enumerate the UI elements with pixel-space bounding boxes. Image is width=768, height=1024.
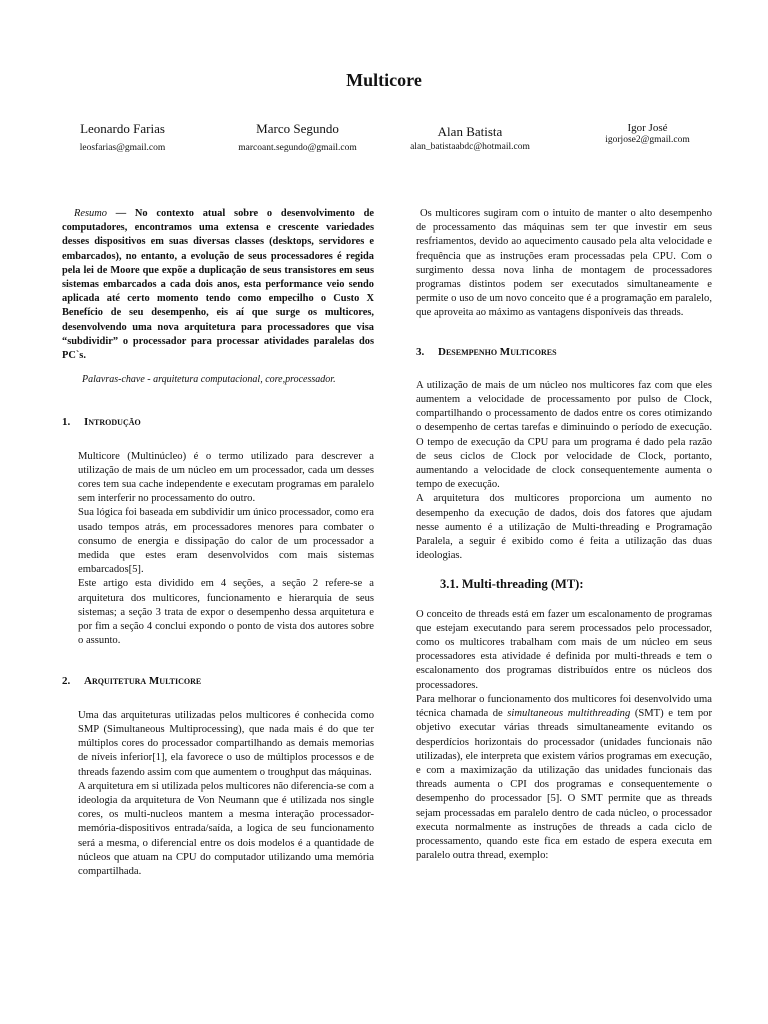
paragraph: Sua lógica foi baseada em subdividir um único processador, como era usado tempos atrás, em processadores menores para combater o consumo de energia e dissipação do calor de um processador a medida que estes eram desenvolvidos com mais sistemas embarcados[5].	[78, 507, 374, 576]
paper-title: Multicore	[346, 70, 422, 90]
author-4	[580, 122, 715, 145]
subsection-heading-multithreading: 3.1. Multi-threading (MT):	[440, 577, 584, 592]
author-1	[50, 121, 195, 153]
section-body-introducao	[62, 450, 374, 649]
author-name: Igor José	[627, 122, 668, 134]
section-body-arquitetura	[62, 709, 374, 879]
abstract-label: Resumo	[74, 208, 107, 219]
author-3	[395, 124, 545, 152]
paragraph: Os multicores sugiram com o intuito de manter o alto desempenho de processamento das máquinas sem ter que investir em seus resfriamentos, devido ao aquecimento causado pela alta velocidade e frequência que as instruções eram processadas pela CPU. Com o surgimento dessa nova linha de montagem de processadores programas distintos podem ser executados simultaneamente e permite o uso de um novo conceito que é a programação em paralelo, que aproveita ao máximo as vantagens disponíveis das threads.	[416, 208, 712, 319]
emphasis: simultaneous multithreading	[507, 708, 631, 720]
section-heading-desempenho: 3. Desempenho Multicores	[416, 345, 557, 358]
right-column	[416, 207, 712, 863]
abstract-text: — No contexto atual sobre o desenvolvimento de computadores, encontramos uma extensa e crescente variedades desses dispositivos em suas diversas classes (desktops, servidores e embarcados), no entanto, a evolução de seus processadores é regida pela lei de Moore que expõe a duplicação de seus transistores em seus sistemas embarcados a cada dois anos, esta performance veio sendo aplicada até certo momento tendo como empecilho o Custo X Benefício de seu desempenho, eis aí que surge os multicores, desenvolvendo uma nova arquitetura para processadores que visa “subdividir” o processador para processar atividades paralelas dos PC`s.	[62, 208, 374, 362]
paragraph: Multicore (Multinúcleo) é o termo utilizado para descrever a utilização de mais de um núcleo em um processador, cada um desses cores tem sua cache independente e executam programas em paralelo sem interferir no processamento do outro.	[78, 450, 374, 505]
paragraph: Este artigo esta dividido em 4 seções, a seção 2 refere-se a arquitetura dos multicores, funcionamento e hierarquia de seus sistemas; a seção 3 trata de expor o desempenho dessa arquitetura e por fim a seção 4 conclui expondo o ponto de vista dos autores sobre o assunto.	[78, 578, 374, 647]
author-name: Marco Segundo	[256, 121, 339, 136]
author-email: alan_batistaabdc@hotmail.com	[410, 142, 530, 152]
author-name: Leonardo Farias	[80, 121, 165, 136]
left-column	[62, 207, 374, 879]
author-2	[215, 121, 380, 153]
section-heading-arquitetura: 2. Arquitetura Multicore	[62, 675, 202, 688]
author-name: Alan Batista	[437, 124, 503, 139]
paragraph: Uma das arquiteturas utilizadas pelos multicores é conhecida como SMP (Simultaneous Multiprocessing), que nada mais é do que ter múltiplos cores do processador compartilhando as demais memorias de níveis inferior[1], ela favorece o uso de múltiplos processos e de threads fazendo assim com que aumentem o troughput das máquinas.	[78, 709, 374, 778]
paragraph: Para melhorar o funcionamento dos multicores foi desenvolvido uma técnica chamada de simultaneous multithreading (SMT) e tem por objetivo executar várias threads simultaneamente evitando os desperdícios horizontais do processador (unidades funcionais não utilizadas), ele interpreta que existem vários programas em execução, e com a maximização da utilização das unidades funcionais das threads aumenta o CPI dos programas e consequentemente o desempenho do processador [5]. O SMT permite que as threads sejam processadas em paralelo dentro de cada núcleo, o processador executa normalmente as instruções de threads a cada ciclo de processamento, quando este fica em estado de espera executa em paralelo outra thread, exemplo:	[416, 693, 712, 862]
paragraph: A utilização de mais de um núcleo nos multicores faz com que eles aumentem a velocidade de processamento por pulso de Clock, compartilhando o processamento de dados entre os cores otimizando o desempenho de certas tarefas e diminuindo o período de execução. O tempo de execução da CPU para um programa é dado pela razão de seus ciclos de Clock por velocidade de Clock, portanto, aumentando a velocidade de clock consequentemente aumenta o tempo de execução.	[416, 379, 712, 491]
abstract	[62, 207, 374, 363]
author-email: leosfarias@gmail.com	[79, 143, 166, 153]
author-email: marcoant.segundo@gmail.com	[238, 143, 357, 153]
keywords: Palavras-chave - arquitetura computacional, core,processador.	[82, 374, 336, 386]
author-email: igorjose2@gmail.com	[605, 135, 690, 145]
section-heading-introducao: 1. Introdução	[62, 416, 141, 429]
paragraph: A arquitetura dos multicores proporciona um aumento no desempenho da execução de dados, dois dos fatores que ajudam nesse aumento é a utilização de Multi-threading e Programação Paralela, a seguir é exibido como é feita a utilização das duas ideologias.	[416, 493, 712, 562]
paragraph: O conceito de threads está em fazer um escalonamento de programas que estejam executando para serem processados pelo processador, como os multicores trabalham com mais de um núcleo em seus processadores esta atividade é definida por multi-threads e tem o escalonamento dos programas distribuídos entre os núcleos dos processadores.	[416, 608, 712, 691]
paragraph: A arquitetura em si utilizada pelos multicores não diferencia-se com a ideologia da arquitetura de Von Neumann que é utilizada nos single cores, os multi-nucleos mantem a mesma interação processador-memória-dispositivos entrada/saída, a logica de seu funcionamento será a mesma, o diferencial entre os dois modelos é a quantidade de núcleos que atuam na CPU do computador utilizando uma memória compartilhada.	[78, 780, 374, 877]
